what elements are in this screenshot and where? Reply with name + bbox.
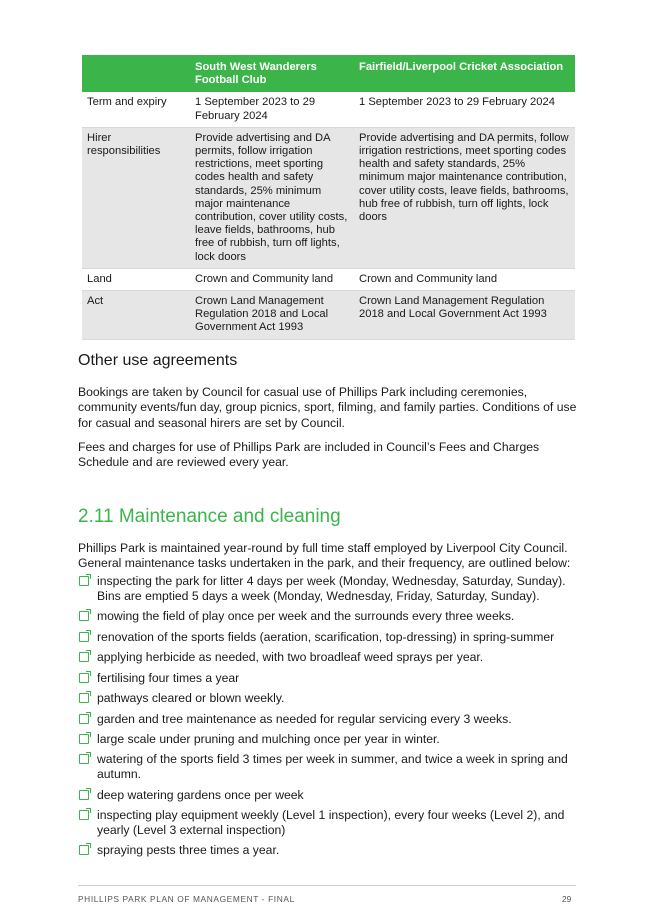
footer-document-title: PHILLIPS PARK PLAN OF MANAGEMENT - FINAL	[78, 894, 295, 904]
list-item-text: applying herbicide as needed, with two broadleaf weed sprays per year.	[97, 650, 484, 665]
list-item	[78, 691, 578, 706]
checkbox-bullet-icon	[79, 632, 89, 642]
list-item	[78, 609, 578, 624]
list-item-text: large scale under pruning and mulching once per year in winter.	[97, 731, 440, 746]
maintenance-task-list	[78, 574, 578, 864]
list-item-text: deep watering gardens once per week	[97, 787, 304, 802]
table-cell: Hirer responsibilities	[82, 127, 190, 268]
list-item-text: renovation of the sports fields (aeration, scarification, top-dressing) in spring-summer	[97, 629, 555, 644]
footer-divider	[78, 885, 576, 886]
table-cell: Act	[82, 291, 190, 340]
table-header-row	[82, 55, 575, 92]
maintenance-heading: 2.11 Maintenance and cleaning	[78, 506, 341, 527]
table-cell: 1 September 2023 to 29 February 2024	[354, 92, 575, 127]
footer-page-number: 29	[562, 894, 572, 904]
table-row	[82, 127, 575, 268]
checkbox-bullet-icon	[79, 734, 89, 744]
list-item	[78, 752, 578, 781]
list-item	[78, 712, 578, 727]
list-item-text: inspecting the park for litter 4 days per week (Monday, Wednesday, Saturday, Sunday). Bins are emptied 5 days a week (Monday, Wednesday, Friday, Saturday, Sunday).	[97, 574, 566, 603]
hire-agreements-table	[82, 55, 575, 340]
checkbox-bullet-icon	[79, 576, 89, 586]
other-use-paragraph: Bookings are taken by Council for casual use of Phillips Park including ceremonies, community events/fun day, group picnics, sport, filming, and family parties. Conditions of use for casual and seasonal hirers are set by Council.	[78, 385, 577, 430]
list-item	[78, 732, 578, 747]
checkbox-bullet-icon	[79, 693, 89, 703]
list-item-text: garden and tree maintenance as needed for regular servicing every 3 weeks.	[97, 711, 512, 726]
checkbox-bullet-icon	[79, 810, 89, 820]
checkbox-bullet-icon	[79, 652, 89, 662]
table-row	[82, 291, 575, 340]
table-header-cell	[82, 55, 190, 92]
list-item	[78, 788, 578, 803]
list-item	[78, 843, 578, 858]
list-item	[78, 671, 578, 686]
checkbox-bullet-icon	[79, 754, 89, 764]
table-cell: Crown and Community land	[190, 268, 354, 290]
checkbox-bullet-icon	[79, 673, 89, 683]
table-cell: Provide advertising and DA permits, follow irrigation restrictions, meet sporting codes health and safety standards, 25% minimum major maintenance contribution, cover utility costs, leave fields, bathrooms, hub free of rubbish, turn off lights, lock doors	[190, 127, 354, 268]
table-row	[82, 268, 575, 290]
maintenance-intro: Phillips Park is maintained year-round by full time staff employed by Liverpool City Council. General maintenance tasks undertaken in the park, and their frequency, are outlined below:	[78, 541, 571, 571]
list-item-text: inspecting play equipment weekly (Level 1 inspection), every four weeks (Level 2), and yearly (Level 3 external inspection)	[97, 808, 565, 837]
fees-paragraph: Fees and charges for use of Phillips Park are included in Council’s Fees and Charges Schedule and are reviewed every year.	[78, 440, 540, 470]
table-cell: 1 September 2023 to 29 February 2024	[190, 92, 354, 127]
list-item-text: fertilising four times a year	[97, 670, 240, 685]
list-item	[78, 650, 578, 665]
checkbox-bullet-icon	[79, 714, 89, 724]
table-header-cell: Fairfield/Liverpool Cricket Association	[354, 55, 575, 92]
list-item-text: pathways cleared or blown weekly.	[97, 691, 285, 706]
table-row	[82, 92, 575, 127]
list-item	[78, 808, 578, 837]
table-cell: Crown Land Management Regulation 2018 and Local Government Act 1993	[354, 291, 575, 340]
checkbox-bullet-icon	[79, 611, 89, 621]
list-item	[78, 574, 578, 603]
checkbox-bullet-icon	[79, 845, 89, 855]
other-use-heading: Other use agreements	[78, 352, 238, 369]
table-cell: Crown and Community land	[354, 268, 575, 290]
list-item-text: mowing the field of play once per week and the surrounds every three weeks.	[97, 609, 515, 624]
list-item-text: watering of the sports field 3 times per week in summer, and twice a week in spring and autumn.	[97, 752, 568, 782]
list-item-text: spraying pests three times a year.	[97, 843, 280, 858]
table-cell: Term and expiry	[82, 92, 190, 127]
table-cell: Provide advertising and DA permits, follow irrigation restrictions, meet sporting codes health and safety standards, 25% minimum major maintenance contribution, cover utility costs, leave fields, bathrooms, hub free of rubbish, turn off lights, lock doors	[354, 127, 575, 268]
table-cell: Land	[82, 268, 190, 290]
checkbox-bullet-icon	[79, 790, 89, 800]
table-header-cell: South West Wanderers Football Club	[190, 55, 354, 92]
list-item	[78, 630, 578, 645]
table-cell: Crown Land Management Regulation 2018 and Local Government Act 1993	[190, 291, 354, 340]
